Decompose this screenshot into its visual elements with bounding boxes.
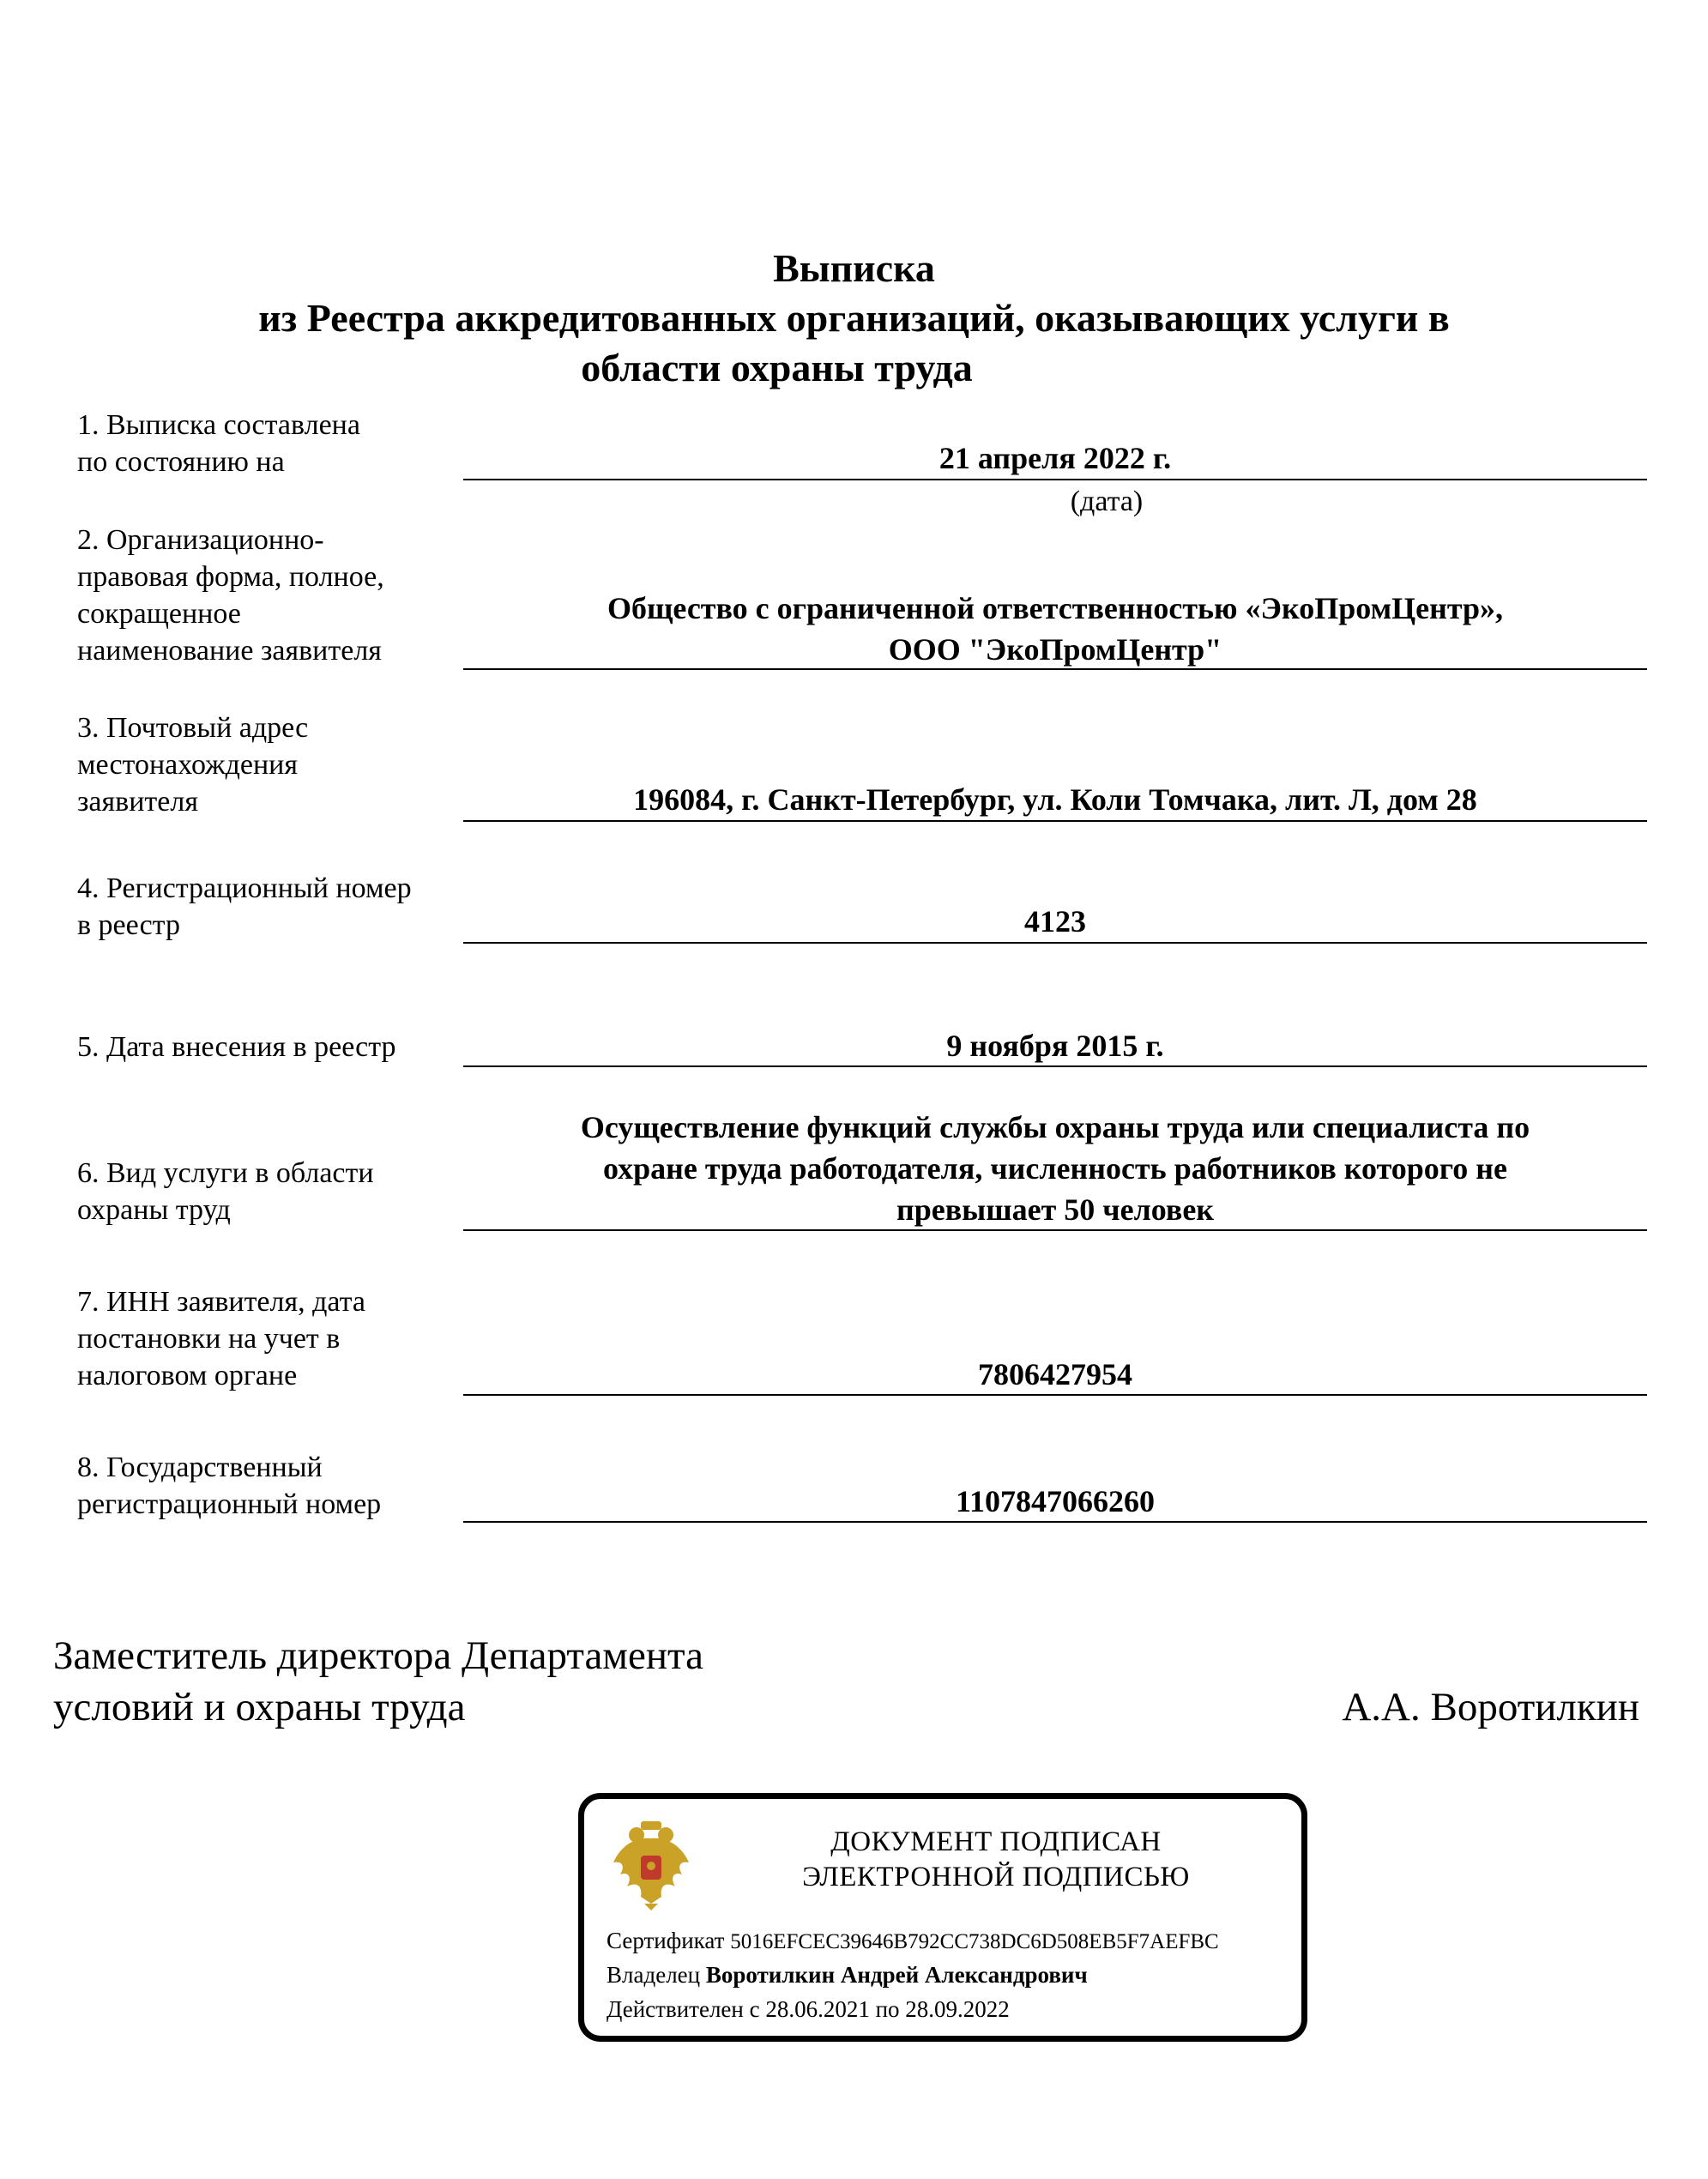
field-5-value-line: 9 ноября 2015 г. bbox=[946, 1029, 1164, 1063]
signatory-position bbox=[53, 1630, 703, 1733]
owner-label: Владелец bbox=[607, 1962, 701, 1988]
field-2-value bbox=[463, 588, 1647, 670]
stamp-heading bbox=[739, 1825, 1253, 1895]
field-3-value-line: 196084, г. Санкт-Петербург, ул. Коли Томчака, лит. Л, дом 28 bbox=[633, 782, 1477, 817]
field-6-label-line: 6. Вид услуги в области bbox=[77, 1157, 374, 1189]
field-5-label-line: 5. Дата внесения в реестр bbox=[77, 1031, 396, 1063]
field-7-label-line: налоговом органе bbox=[77, 1360, 298, 1391]
stamp-validity-row bbox=[607, 1995, 1010, 2024]
title-line-3: области охраны труда bbox=[581, 346, 973, 389]
validity-to-word: по bbox=[875, 1996, 900, 2022]
certificate-label: Сертификат bbox=[607, 1928, 725, 1953]
field-2-label-line: сокращенное bbox=[77, 598, 241, 630]
field-8-value-line: 1107847066260 bbox=[955, 1484, 1155, 1518]
coat-of-arms-shapes bbox=[613, 1821, 689, 1910]
field-2-value-line: ООО "ЭкоПромЦентр" bbox=[888, 632, 1222, 667]
field-4-underline bbox=[463, 942, 1647, 944]
field-4-label-line: в реестр bbox=[77, 909, 180, 941]
stamp-owner-row bbox=[607, 1960, 1088, 1989]
field-1-label bbox=[77, 407, 463, 480]
field-4-value bbox=[463, 901, 1647, 942]
field-6-value-line: Осуществление функций службы охраны труда или специалиста по bbox=[580, 1110, 1530, 1144]
stamp-heading-line: ЭЛЕКТРОННОЙ ПОДПИСЬЮ bbox=[802, 1862, 1190, 1892]
signatory-position-line: Заместитель директора Департамента bbox=[53, 1633, 704, 1678]
field-4-value-line: 4123 bbox=[1024, 904, 1086, 939]
field-3-value bbox=[463, 779, 1647, 820]
validity-label: Действителен bbox=[607, 1996, 744, 2022]
field-2-label bbox=[77, 522, 463, 669]
field-1-caption: (дата) bbox=[1070, 486, 1144, 517]
owner-value: Воротилкин Андрей Александрович bbox=[705, 1962, 1088, 1988]
field-3-label-line: заявителя bbox=[77, 786, 198, 818]
stamp-heading-line: ДОКУМЕНТ ПОДПИСАН bbox=[830, 1826, 1162, 1857]
electronic-signature-stamp bbox=[578, 1793, 1307, 2042]
field-1-label-line: по состоянию на bbox=[77, 446, 285, 478]
field-6-underline bbox=[463, 1229, 1647, 1231]
field-7-value bbox=[463, 1354, 1647, 1395]
field-5-label bbox=[77, 1029, 463, 1065]
signatory-position-line: условий и охраны труда bbox=[53, 1685, 466, 1729]
field-7-label-line: 7. ИНН заявителя, дата bbox=[77, 1286, 365, 1318]
field-5-underline bbox=[463, 1065, 1647, 1067]
title-line-2: из Реестра аккредитованных организаций, оказывающих услуги в bbox=[258, 296, 1450, 340]
field-6-value bbox=[463, 1107, 1647, 1230]
field-6-value-line: превышает 50 человек bbox=[896, 1192, 1215, 1227]
field-8-underline bbox=[463, 1521, 1647, 1523]
field-3-label-line: местонахождения bbox=[77, 749, 299, 781]
field-8-label-line: регистрационный номер bbox=[77, 1488, 382, 1520]
field-8-label-line: 8. Государственный bbox=[77, 1452, 323, 1483]
document-title bbox=[0, 244, 1708, 393]
field-2-value-line: Общество с ограниченной ответственностью «ЭкоПромЦентр», bbox=[607, 591, 1503, 625]
field-3-label-line: 3. Почтовый адрес bbox=[77, 712, 309, 744]
field-4-label bbox=[77, 870, 463, 944]
signatory-name: А.А. Воротилкин bbox=[1342, 1685, 1639, 1729]
field-7-label-line: постановки на учет в bbox=[77, 1323, 341, 1355]
stamp-certificate-row bbox=[607, 1926, 1219, 1957]
field-3-label bbox=[77, 709, 463, 820]
field-7-value-line: 7806427954 bbox=[978, 1357, 1132, 1391]
title-line-1: Выписка bbox=[773, 246, 935, 290]
field-1-label-line: 1. Выписка составлена bbox=[77, 409, 360, 441]
field-2-underline bbox=[463, 668, 1647, 670]
field-3-underline bbox=[463, 820, 1647, 822]
validity-from-word: с bbox=[749, 1996, 760, 2022]
certificate-value: 5016EFCEC39646B792CC738DC6D508EB5F7AEFBC bbox=[730, 1930, 1219, 1953]
field-7-underline bbox=[463, 1394, 1647, 1396]
field-8-label bbox=[77, 1449, 463, 1523]
field-1-underline bbox=[463, 479, 1647, 480]
field-2-label-line: наименование заявителя bbox=[77, 635, 382, 667]
field-7-label bbox=[77, 1283, 463, 1394]
field-1-value bbox=[463, 438, 1673, 479]
field-4-label-line: 4. Регистрационный номер bbox=[77, 872, 412, 904]
field-5-value bbox=[463, 1025, 1647, 1066]
field-1-value-line: 21 апреля 2022 г. bbox=[938, 441, 1172, 475]
field-2-label-line: 2. Организационно- bbox=[77, 524, 324, 556]
coat-of-arms-icon bbox=[608, 1818, 694, 1912]
field-6-label-line: охраны труд bbox=[77, 1194, 231, 1226]
field-2-label-line: правовая форма, полное, bbox=[77, 561, 384, 593]
validity-from-date: 28.06.2021 bbox=[765, 1996, 870, 2022]
field-8-value bbox=[463, 1481, 1647, 1522]
field-6-label bbox=[77, 1155, 463, 1228]
validity-to-date: 28.09.2022 bbox=[905, 1996, 1010, 2022]
field-6-value-line: охране труда работодателя, численность работников которого не bbox=[603, 1151, 1507, 1186]
